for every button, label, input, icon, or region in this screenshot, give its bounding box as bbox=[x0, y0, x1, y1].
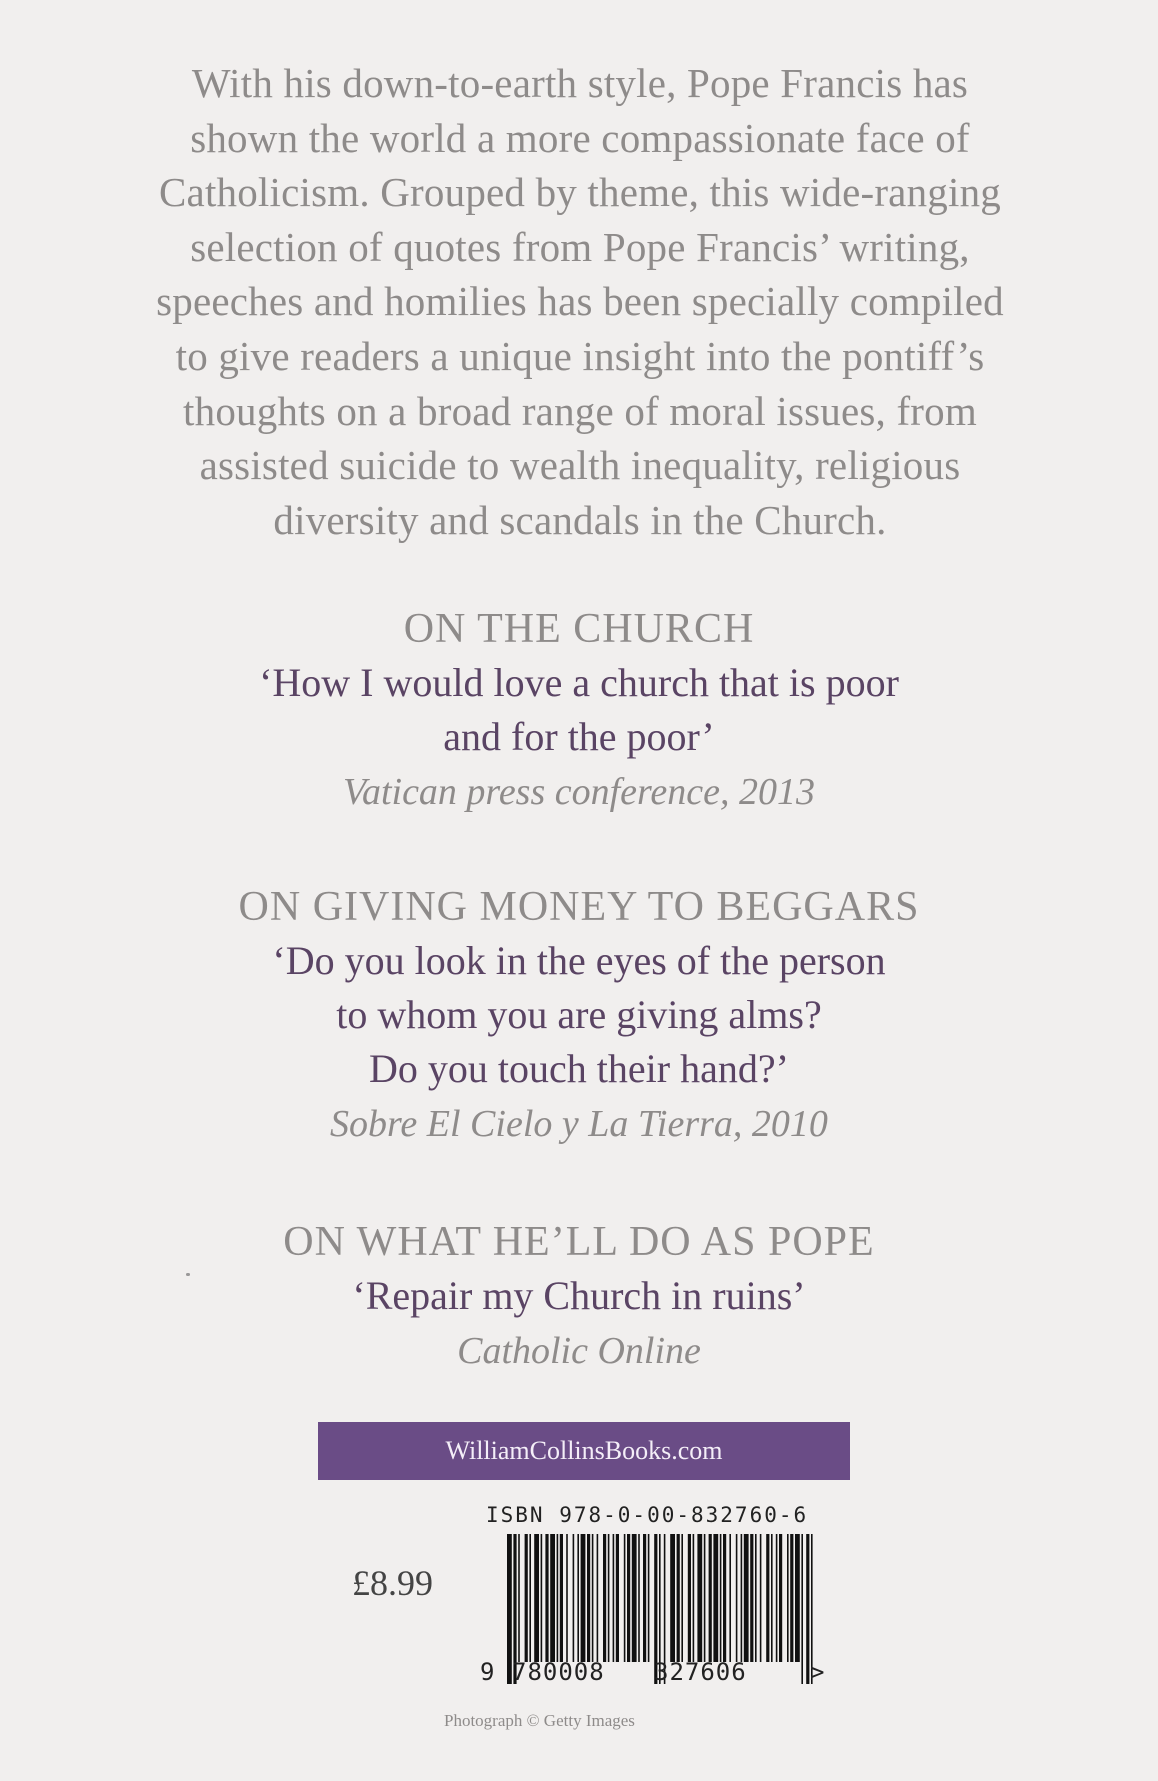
blurb-paragraph bbox=[120, 56, 1040, 547]
barcode-bar bbox=[795, 1534, 800, 1662]
print-speck bbox=[186, 1273, 190, 1276]
barcode-bar bbox=[627, 1534, 630, 1662]
barcode-bar bbox=[541, 1534, 543, 1662]
barcode-marker: > bbox=[810, 1658, 826, 1686]
barcode-bar bbox=[557, 1534, 559, 1662]
quote-line: ‘Do you look in the eyes of the person bbox=[272, 938, 886, 983]
barcode-bar bbox=[624, 1534, 626, 1662]
isbn-label: ISBN 978-0-00-832760-6 bbox=[486, 1503, 809, 1527]
quote-section-pope bbox=[0, 1215, 1158, 1379]
barcode-bar bbox=[755, 1534, 757, 1662]
barcode-bar bbox=[790, 1534, 793, 1662]
barcode-bar bbox=[550, 1534, 555, 1662]
blurb-line: Catholicism. Grouped by theme, this wide-ranging bbox=[159, 169, 1001, 216]
barcode-bar bbox=[545, 1534, 548, 1662]
barcode-bar bbox=[766, 1534, 769, 1662]
quote-line: and for the poor’ bbox=[443, 714, 715, 759]
blurb-line: speeches and homilies has been specially compiled bbox=[156, 278, 1004, 325]
quote-text bbox=[0, 1269, 1158, 1323]
barcode-bar bbox=[670, 1534, 675, 1662]
barcode-bar bbox=[744, 1534, 749, 1662]
barcode-bar bbox=[613, 1534, 615, 1662]
barcode-bar bbox=[529, 1534, 531, 1662]
barcode-bar bbox=[693, 1534, 695, 1662]
blurb-line: diversity and scandals in the Church. bbox=[273, 496, 887, 543]
quote-section-church bbox=[0, 602, 1158, 820]
blurb-line: thoughts on a broad range of moral issues, from bbox=[183, 387, 977, 434]
barcode-bar bbox=[677, 1534, 680, 1662]
quote-source: Vatican press conference, 2013 bbox=[342, 771, 816, 813]
section-heading: ON THE CHURCH bbox=[403, 606, 755, 652]
barcode-bar bbox=[648, 1534, 650, 1662]
barcode-bar bbox=[697, 1534, 702, 1662]
photo-credit: Photograph © Getty Images bbox=[444, 1711, 635, 1730]
quote-line: Do you touch their hand?’ bbox=[369, 1046, 789, 1091]
barcode-left-group: 780008 bbox=[512, 1658, 605, 1686]
barcode-bar bbox=[771, 1534, 773, 1662]
barcode-first-digit: 9 bbox=[480, 1658, 496, 1686]
quote-line: ‘How I would love a church that is poor bbox=[259, 660, 899, 705]
barcode-bar bbox=[787, 1534, 789, 1662]
barcode-bar bbox=[573, 1534, 575, 1662]
website-banner: WilliamCollinsBooks.com bbox=[318, 1422, 850, 1480]
barcode-bar bbox=[776, 1534, 778, 1662]
barcode-bar bbox=[704, 1534, 706, 1662]
barcode-bar bbox=[560, 1534, 563, 1662]
barcode-bar bbox=[525, 1534, 528, 1662]
barcode-bar bbox=[608, 1534, 610, 1662]
barcode-bar bbox=[741, 1534, 743, 1662]
quote-source: Sobre El Cielo y La Tierra, 2010 bbox=[330, 1103, 828, 1145]
barcode-bar bbox=[681, 1534, 683, 1662]
barcode-bar bbox=[603, 1534, 606, 1662]
barcode-bar bbox=[632, 1534, 637, 1662]
barcode-right-group: 327606 bbox=[654, 1658, 747, 1686]
barcode-bar bbox=[534, 1534, 539, 1662]
quote-source: Catholic Online bbox=[457, 1330, 701, 1372]
barcode-bar bbox=[713, 1534, 718, 1662]
barcode-bar bbox=[592, 1534, 594, 1662]
quote-text bbox=[0, 934, 1158, 1096]
blurb-line: assisted suicide to wealth inequality, religious bbox=[199, 442, 961, 489]
price-label: £8.99 bbox=[352, 1563, 433, 1603]
barcode-bar bbox=[638, 1534, 640, 1662]
barcode-bar bbox=[688, 1534, 691, 1662]
barcode-bar bbox=[729, 1534, 731, 1662]
blurb-line: selection of quotes from Pope Francis’ writing, bbox=[190, 223, 970, 270]
quote-line: to whom you are giving alms? bbox=[336, 992, 822, 1037]
barcode-bar bbox=[616, 1534, 619, 1662]
barcode-bar bbox=[750, 1534, 753, 1662]
quote-line: ‘Repair my Church in ruins’ bbox=[352, 1273, 806, 1318]
barcode-bar bbox=[720, 1534, 722, 1662]
barcode-digits bbox=[480, 1658, 840, 1686]
section-heading: ON GIVING MONEY TO BEGGARS bbox=[238, 884, 920, 930]
blurb-line: to give readers a unique insight into the pontiff’s bbox=[175, 332, 985, 379]
quote-section-beggars bbox=[0, 880, 1158, 1152]
barcode-bar bbox=[723, 1534, 726, 1662]
barcode-bar bbox=[709, 1534, 712, 1662]
barcode-bar bbox=[518, 1534, 520, 1662]
barcode-bar bbox=[566, 1534, 568, 1662]
barcode-bar bbox=[760, 1534, 762, 1662]
barcode-bar bbox=[736, 1534, 738, 1662]
barcode-bar bbox=[597, 1534, 599, 1662]
barcode-bar bbox=[581, 1534, 586, 1662]
barcode-bar bbox=[779, 1534, 782, 1662]
barcode-bar bbox=[587, 1534, 590, 1662]
section-heading: ON WHAT HE’LL DO AS POPE bbox=[283, 1219, 875, 1265]
quote-text bbox=[0, 656, 1158, 764]
barcode-bar bbox=[577, 1534, 579, 1662]
blurb-line: shown the world a more compassionate face of bbox=[190, 114, 970, 161]
blurb-line: With his down-to-earth style, Pope Francis has bbox=[191, 60, 969, 106]
barcode-bar bbox=[643, 1534, 646, 1662]
